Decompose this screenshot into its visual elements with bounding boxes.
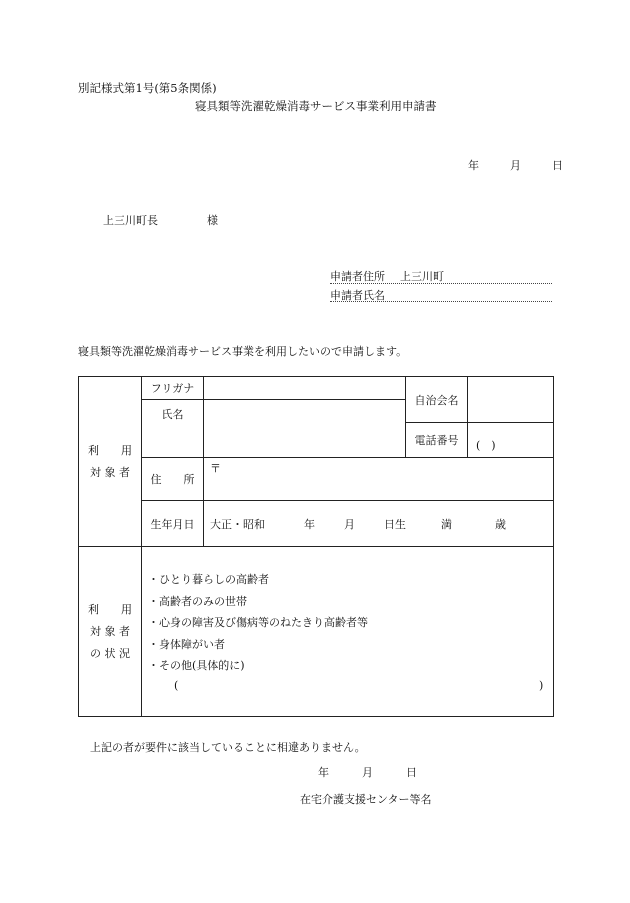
top-date-day: 日: [552, 159, 563, 172]
postal-mark: 〒: [210, 462, 221, 475]
birth-day: 日生: [384, 517, 406, 531]
footer-date-day: 日: [406, 766, 417, 779]
furigana-field[interactable]: [204, 377, 406, 400]
addressee-name: 上三川町長: [103, 214, 158, 227]
footer-date-year: 年: [318, 766, 329, 779]
addressee-honorific: 様: [207, 214, 218, 227]
birth-year: 年: [304, 517, 315, 531]
birth-month: 月: [344, 517, 355, 531]
phone-field[interactable]: ( ): [468, 423, 554, 458]
neighborhood-field[interactable]: [468, 377, 554, 423]
user-section-line2: 対 象 者: [90, 465, 130, 479]
user-section-label: [79, 377, 142, 547]
applicant-address-label: 申請者住所: [330, 270, 385, 283]
status-item-elderly-household[interactable]: ・高齢者のみの世帯: [148, 595, 247, 608]
applicant-name-label: 申請者氏名: [330, 289, 385, 302]
footer-date: [318, 764, 417, 780]
phone-label: 電話番号: [406, 423, 468, 458]
applicant-name-line: [330, 301, 552, 302]
other-close-paren: ): [539, 679, 544, 692]
name-label: 氏名: [142, 400, 204, 458]
other-open-paren: (: [174, 679, 179, 692]
status-item-other[interactable]: ・その他(具体的に): [148, 659, 245, 672]
applicant-address-line: [330, 283, 552, 284]
intro-text: 寝具類等洗濯乾燥消毒サービス事業を利用したいので申請します。: [78, 345, 408, 358]
center-name-label: 在宅介護支援センター等名: [300, 793, 432, 806]
birth-label: 生年月日: [142, 501, 204, 547]
form-number: 別記様式第1号(第5条関係): [78, 81, 217, 95]
address-field[interactable]: [204, 458, 554, 501]
applicant-address-value: 上三川町: [400, 270, 444, 283]
birth-field[interactable]: [204, 501, 554, 547]
document-title: 寝具類等洗濯乾燥消毒サービス事業利用申請書: [195, 99, 437, 113]
top-date-year: 年: [468, 159, 479, 172]
status-item-living-alone[interactable]: ・ひとり暮らしの高齢者: [148, 573, 269, 586]
status-section-label: [79, 547, 142, 717]
footer-date-month: 月: [362, 766, 373, 779]
status-section-line1: 利 用: [88, 602, 132, 616]
top-date: [468, 157, 563, 173]
name-field[interactable]: [204, 400, 406, 458]
age-prefix: 満: [441, 517, 452, 531]
address-label: 住 所: [142, 458, 204, 501]
certify-text: 上記の者が要件に該当していることに相違ありません。: [90, 741, 366, 754]
status-section-line2: 対 象 者: [90, 624, 130, 638]
top-date-month: 月: [510, 159, 521, 172]
status-section-line3: の 状 況: [90, 646, 130, 660]
birth-era: 大正・昭和: [210, 517, 265, 531]
age-suffix: 歳: [495, 517, 506, 531]
furigana-label: フリガナ: [142, 377, 204, 400]
status-item-disabled[interactable]: ・身体障がい者: [148, 638, 225, 651]
neighborhood-label: 自治会名: [406, 377, 468, 423]
status-item-bedridden[interactable]: ・心身の障害及び傷病等のねたきり高齢者等: [148, 616, 368, 629]
user-section-line1: 利 用: [88, 443, 132, 457]
